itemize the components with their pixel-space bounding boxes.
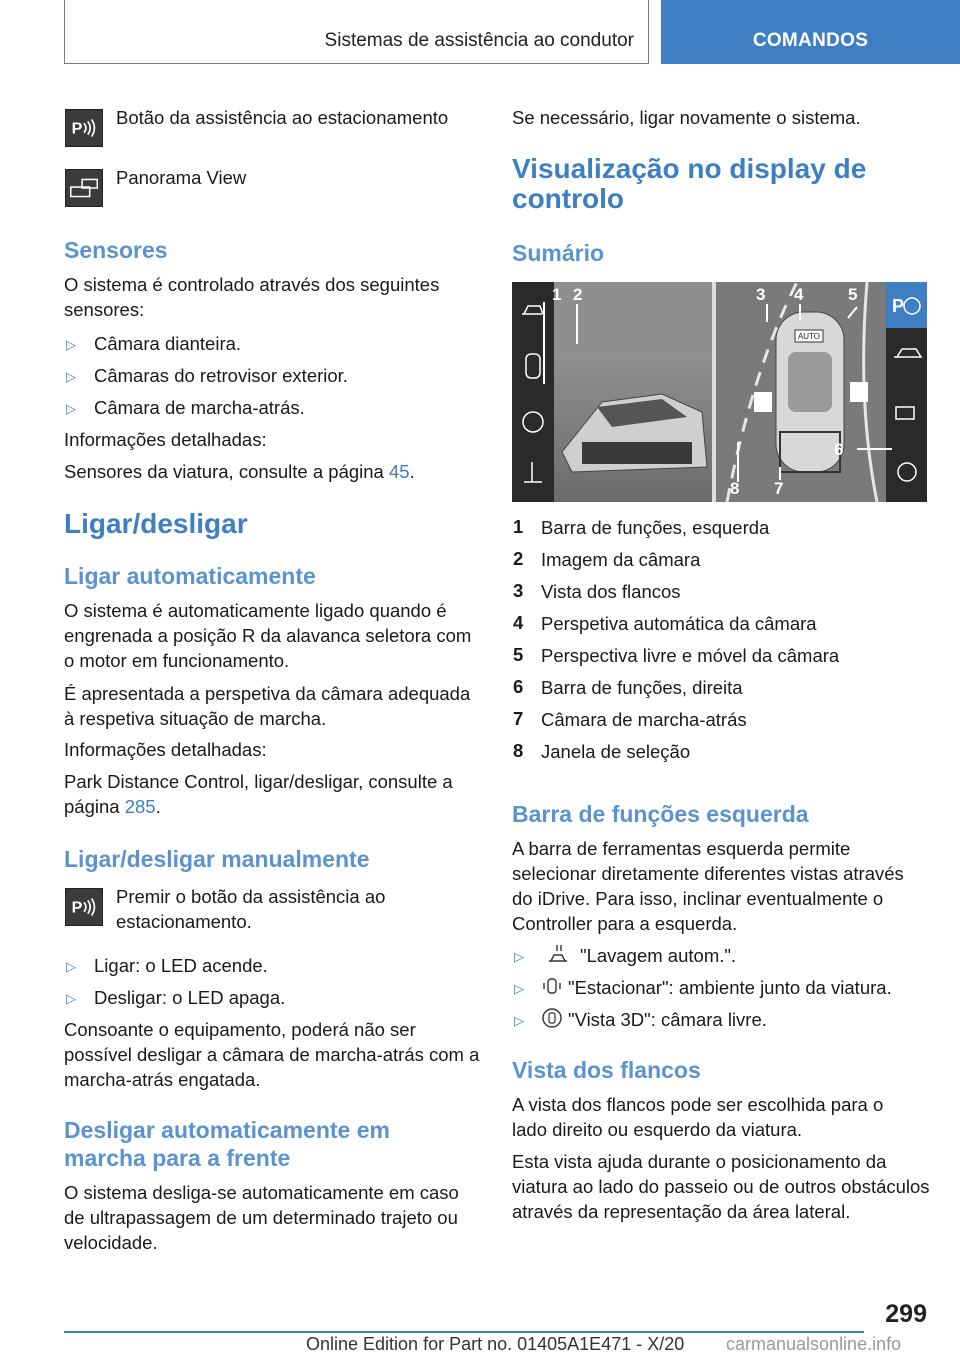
leftbar-bullet-3: "Vista 3D": câmara livre. bbox=[568, 1009, 767, 1030]
car-wash-icon bbox=[547, 943, 569, 965]
section-title: Sistemas de assistência ao condutor bbox=[324, 30, 634, 51]
panorama-view-icon bbox=[65, 169, 103, 207]
icon-row-text-2: Panorama View bbox=[116, 167, 247, 188]
heading-flancos: Vista dos flancos bbox=[512, 1057, 701, 1083]
heading-desligar-frente: Desligar automaticamente em marcha para a frente bbox=[64, 1117, 390, 1171]
manual-bullet-2: Desligar: o LED apaga. bbox=[94, 987, 286, 1008]
ligar-info: Informações detalhadas: bbox=[64, 739, 267, 760]
ligar-ref: Park Distance Control, ligar/desligar, consulte a página 285. bbox=[64, 771, 453, 817]
header-frame bbox=[64, 0, 649, 64]
svg-text:P: P bbox=[71, 898, 83, 917]
3d-view-icon bbox=[541, 1007, 563, 1029]
heading-sensores: Sensores bbox=[64, 237, 168, 263]
manual-bullet-1: Ligar: o LED acende. bbox=[94, 955, 268, 976]
heading-barra-esquerda: Barra de funções esquerda bbox=[512, 801, 809, 827]
legend-text: Câmara de marcha-atrás bbox=[541, 709, 747, 730]
legend-number: 7 bbox=[513, 708, 524, 729]
icon-row-text-1: Botão da assistência ao estacionamento bbox=[116, 107, 449, 128]
manual-paragraph: Consoante o equipamento, poderá não ser possível desligar a câmara de marcha-atrás com a marcha-atrás engatada. bbox=[64, 1019, 480, 1090]
heading-ligar-auto: Ligar automaticamente bbox=[64, 563, 316, 589]
bullet-triangle: ▷ bbox=[514, 981, 524, 996]
footer-rule bbox=[64, 1331, 864, 1333]
edition-text: Online Edition for Part no. 01405A1E471 - X/20 bbox=[306, 1334, 685, 1354]
leftbar-paragraph: A barra de ferramentas esquerda permite selecionar diretamente diferentes vistas através do iDrive. Para isso, inclinar eventualmente o Controller para a esquerda. bbox=[512, 838, 904, 934]
flancos-p1: A vista dos flancos pode ser escolhida para o lado direito ou esquerdo da viatura. bbox=[512, 1094, 884, 1140]
callout-2: 2 bbox=[573, 285, 583, 304]
heading-sumario: Sumário bbox=[512, 240, 605, 266]
legend-number: 8 bbox=[513, 740, 524, 761]
legend-text: Barra de funções, esquerda bbox=[541, 517, 770, 538]
bullet-triangle: ▷ bbox=[66, 337, 76, 352]
sensor-bullet-1: Câmara dianteira. bbox=[94, 333, 242, 354]
parking-assistant-button-icon bbox=[65, 109, 103, 147]
bullet-triangle: ▷ bbox=[66, 991, 76, 1006]
forward-paragraph: O sistema desliga-se automaticamente em caso de ultrapassagem de um determinado trajeto ou velocidade. bbox=[64, 1182, 459, 1253]
callout-4: 4 bbox=[794, 285, 804, 304]
svg-text:P: P bbox=[892, 296, 905, 316]
bullet-triangle: ▷ bbox=[514, 949, 524, 964]
legend-number: 3 bbox=[513, 580, 524, 601]
legend-text: Barra de funções, direita bbox=[541, 677, 743, 698]
sensor-bullet-3: Câmara de marcha-atrás. bbox=[94, 397, 305, 418]
sensores-intro: O sistema é controlado através dos seguintes sensores: bbox=[64, 274, 440, 320]
heading-ligar-desligar: Ligar/desligar bbox=[64, 508, 248, 539]
parking-view-icon bbox=[541, 975, 563, 997]
svg-text:P: P bbox=[71, 119, 83, 138]
chapter-tab[interactable] bbox=[661, 0, 960, 64]
bullet-triangle: ▷ bbox=[66, 401, 76, 416]
legend-text: Perspectiva livre e móvel da câmara bbox=[541, 645, 840, 666]
bullet-triangle: ▷ bbox=[66, 959, 76, 974]
callout-6: 6 bbox=[834, 440, 844, 459]
leftbar-bullet-2: "Estacionar": ambiente junto da viatura. bbox=[568, 977, 892, 998]
flancos-p2: Esta vista ajuda durante o posicionamento da viatura ao lado do passeio ou de outros obstáculos através da representação da área lateral. bbox=[512, 1151, 930, 1222]
legend-number: 5 bbox=[513, 644, 524, 665]
callout-1: 1 bbox=[552, 285, 562, 304]
legend-text: Janela de seleção bbox=[541, 741, 691, 762]
callout-8: 8 bbox=[730, 479, 740, 498]
top-paragraph: Se necessário, ligar novamente o sistema. bbox=[512, 107, 861, 128]
callout-7: 7 bbox=[774, 479, 784, 498]
legend-number: 6 bbox=[513, 676, 524, 697]
heading-ligar-manual: Ligar/desligar manualmente bbox=[64, 846, 370, 872]
callout-3: 3 bbox=[756, 285, 766, 304]
manual-text: Premir o botão da assistência ao estacionamento. bbox=[116, 886, 386, 932]
parking-assistant-button-icon bbox=[65, 888, 103, 926]
auto-badge: AUTO bbox=[797, 332, 821, 341]
page-link-45[interactable]: 45 bbox=[389, 461, 410, 482]
sensor-bullet-2: Câmaras do retrovisor exterior. bbox=[94, 365, 348, 386]
legend-number: 4 bbox=[513, 612, 524, 633]
leftbar-bullet-1: "Lavagem autom.". bbox=[580, 945, 737, 966]
sensores-info: Informações detalhadas: bbox=[64, 429, 267, 450]
sensores-ref: Sensores da viatura, consulte a página 45. bbox=[64, 461, 415, 482]
heading-visualizacao: Visualização no display de controlo bbox=[512, 153, 867, 214]
bullet-triangle: ▷ bbox=[66, 369, 76, 384]
ligar-auto-p1: O sistema é automaticamente ligado quando é engrenada a posição R da alavanca seletora com o motor em funcionamento. bbox=[64, 600, 472, 671]
page-link-285[interactable]: 285 bbox=[124, 796, 156, 817]
legend-text: Vista dos flancos bbox=[541, 581, 681, 602]
bullet-triangle: ▷ bbox=[514, 1013, 524, 1028]
legend-text: Imagem da câmara bbox=[541, 549, 701, 570]
legend-number: 2 bbox=[513, 548, 524, 569]
camera-display-figure bbox=[512, 282, 927, 502]
watermark: carmanualsonline.info bbox=[726, 1334, 902, 1354]
legend-text: Perspetiva automática da câmara bbox=[541, 613, 817, 634]
legend-number: 1 bbox=[513, 516, 524, 537]
chapter-tab-label: COMANDOS bbox=[752, 30, 869, 51]
page-number: 299 bbox=[885, 1300, 927, 1328]
ligar-auto-p2: É apresentada a perspetiva da câmara adequada à respetiva situação de marcha. bbox=[64, 683, 471, 729]
callout-5: 5 bbox=[848, 285, 858, 304]
